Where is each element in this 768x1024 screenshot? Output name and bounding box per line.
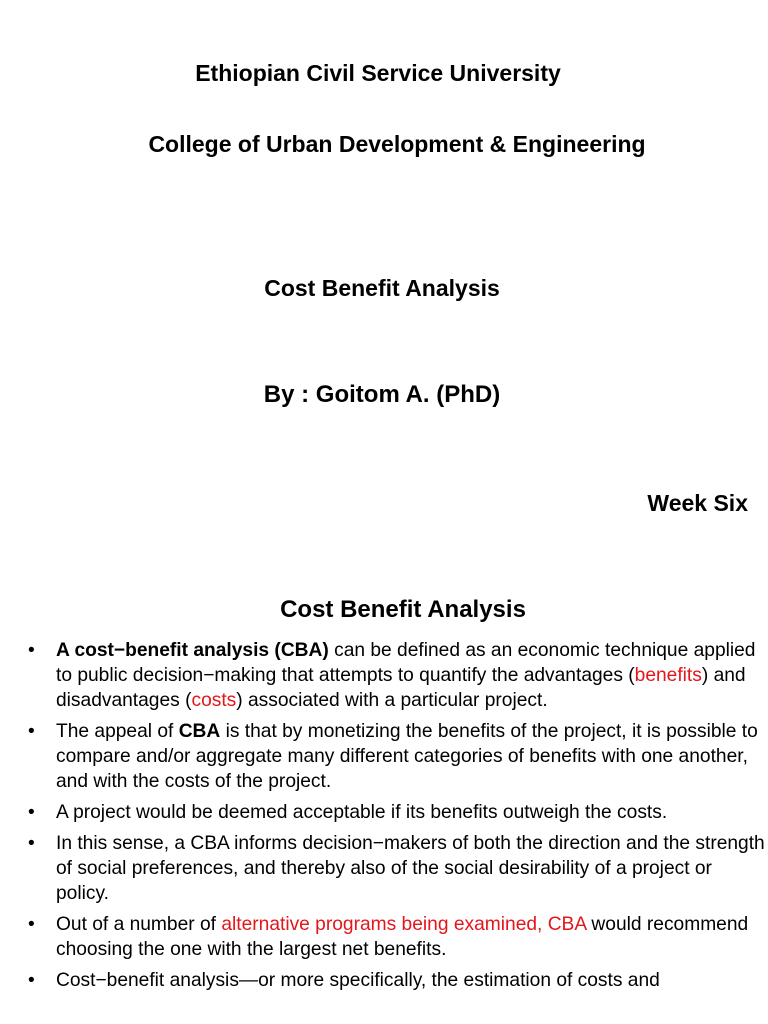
- college-heading: College of Urban Development & Engineering: [148, 131, 646, 157]
- bullet-item-acceptance: [28, 800, 768, 825]
- costs-highlight: costs: [191, 690, 237, 711]
- bullet-text: The appeal of: [56, 721, 179, 742]
- bullet-item-alternatives: [28, 912, 768, 962]
- bullet-list: [28, 638, 768, 999]
- bullet-icon: •: [28, 802, 35, 823]
- bullet-text: A project would be deemed acceptable if its benefits outweigh the costs.: [56, 802, 668, 823]
- week-label: Week Six: [647, 490, 748, 516]
- author-line: By : Goitom A. (PhD): [263, 381, 501, 408]
- bullet-icon: •: [28, 970, 35, 991]
- bullet-text: ) associated with a particular project.: [236, 690, 548, 711]
- university-heading: Ethiopian Civil Service University: [195, 60, 561, 86]
- content-slide: [0, 580, 768, 1024]
- bullet-text: is that by monetizing the benefits of the project, it is possible to compare and/or aggregate many different categories of benefits with one another, and with the costs of the project.: [56, 721, 758, 792]
- bullet-icon: •: [28, 833, 35, 854]
- cba-term: CBA: [178, 721, 221, 742]
- alternatives-highlight: alternative programs being examined, CBA: [221, 914, 587, 935]
- bullet-item-estimation: [28, 968, 768, 993]
- bullet-text: ) and disadvantages (: [56, 665, 746, 711]
- bullet-item-definition: [28, 638, 768, 713]
- bullet-text: Out of a number of: [56, 914, 222, 935]
- slide-title: Cost Benefit Analysis: [280, 596, 526, 623]
- bullet-item-appeal: [28, 719, 768, 794]
- bullet-text: can be defined as an economic technique applied to public decision−making that attempts to quantify the advantages (: [56, 640, 756, 686]
- bullet-icon: •: [28, 640, 35, 661]
- course-title: Cost Benefit Analysis: [264, 275, 500, 301]
- bullet-text: would recommend choosing the one with the largest net benefits.: [56, 914, 749, 960]
- benefits-highlight: benefits: [634, 665, 702, 686]
- cba-term: A cost−benefit analysis (CBA): [56, 640, 329, 661]
- bullet-icon: •: [28, 914, 35, 935]
- bullet-icon: •: [28, 721, 35, 742]
- bullet-text: In this sense, a CBA informs decision−makers of both the direction and the strength of social preferences, and thereby also of the social desirability of a project or policy.: [56, 833, 765, 904]
- bullet-text: Cost−benefit analysis—or more specifically, the estimation of costs and: [56, 970, 660, 991]
- bullet-item-preferences: [28, 831, 768, 906]
